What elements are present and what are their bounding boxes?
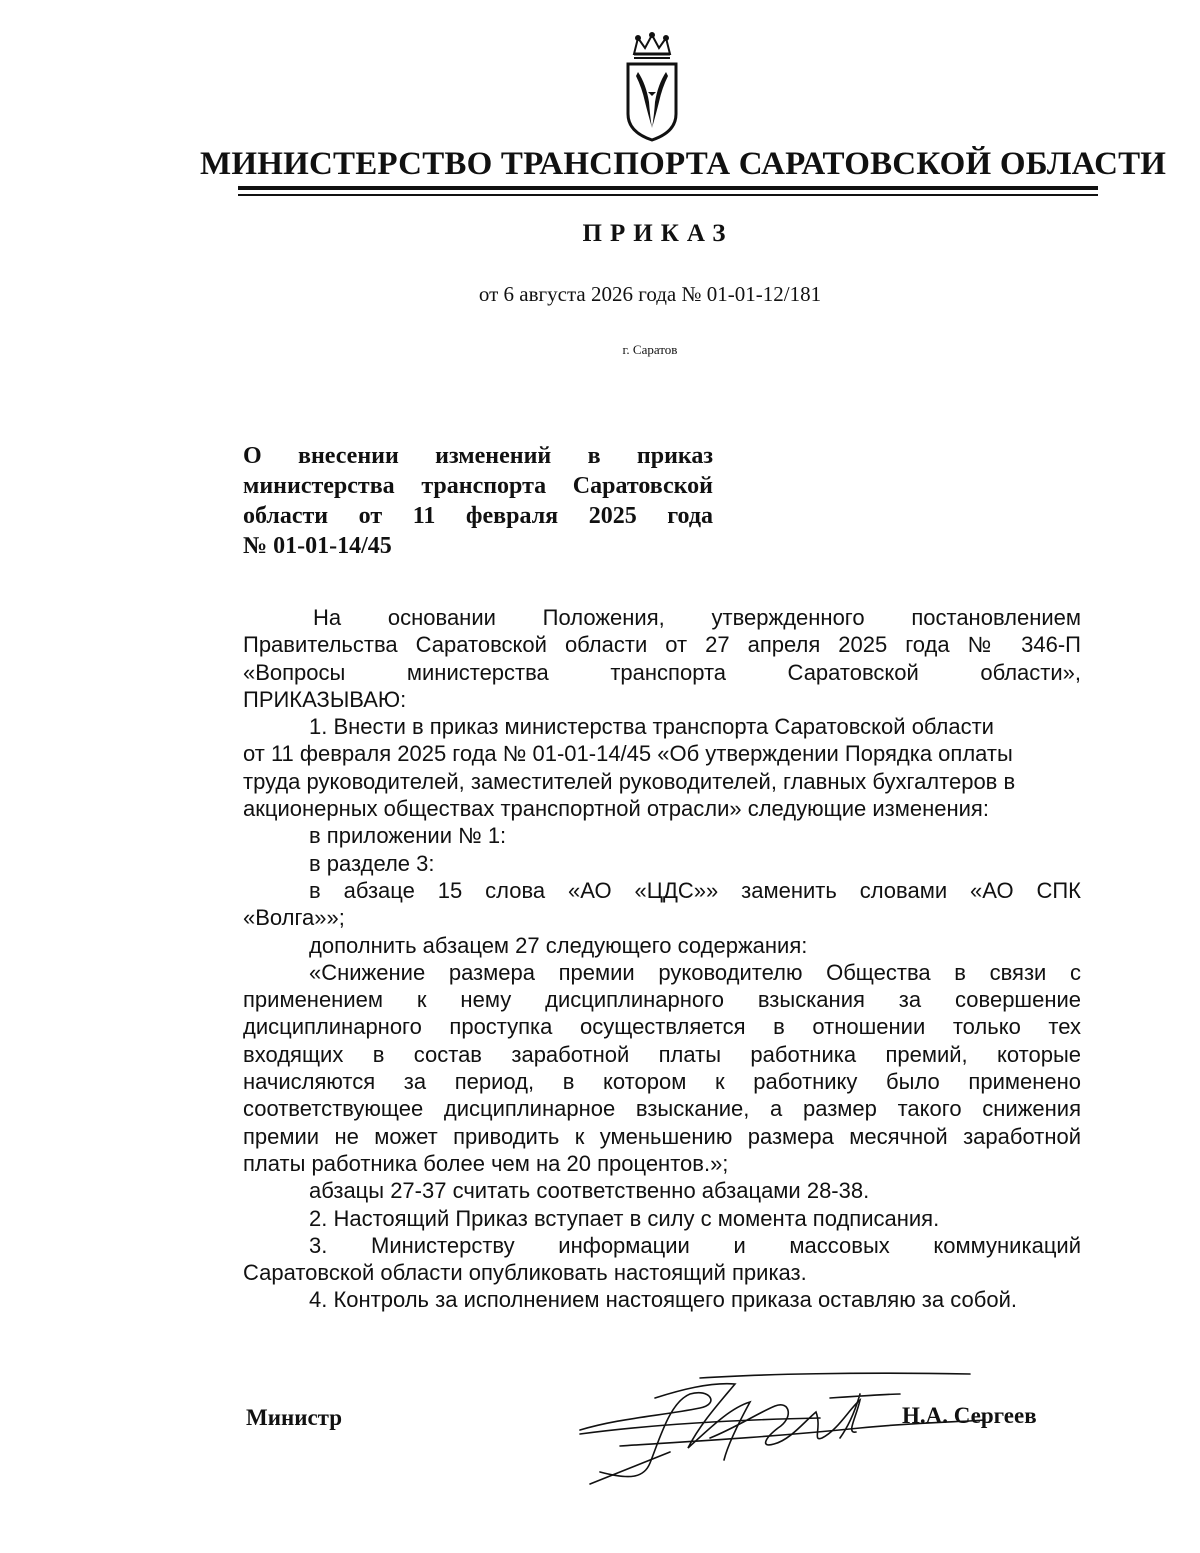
body-line: ПРИКАЗЫВАЮ:: [243, 686, 407, 712]
body-line: Саратовской области опубликовать настоящий приказ.: [243, 1260, 807, 1286]
body-line: дисциплинарного проступка осуществляется в отношении только тех: [243, 1014, 1081, 1040]
body-line: Правительства Саратовской области от 27 апреля 2025 года № 346-П: [243, 632, 1081, 658]
body-line: 3. Министерству информации и массовых коммуникаций: [309, 1232, 1081, 1258]
subject-line: области от 11 февраля 2025 года: [243, 503, 713, 529]
body-line: 2. Настоящий Приказ вступает в силу с момента подписания.: [309, 1205, 940, 1231]
subject-line: министерства транспорта Саратовской: [243, 473, 713, 499]
signatory-title: Министр: [246, 1405, 343, 1430]
order-date-number: от 6 августа 2026 года № 01-01-12/181: [478, 282, 822, 306]
city: г. Саратов: [622, 342, 678, 357]
body-line: дополнить абзацем 27 следующего содержания:: [309, 932, 808, 958]
saratov-coat-of-arms-icon: [612, 32, 692, 144]
subject-line: № 01-01-14/45: [243, 533, 392, 559]
order-subject: [243, 441, 713, 561]
body-line: акционерных обществах транспортной отрасли» следующие изменения:: [243, 796, 989, 822]
body-line: применением к нему дисциплинарного взыскания за совершение: [243, 987, 1081, 1013]
order-body: [243, 604, 1081, 1314]
body-line: премии не может приводить к уменьшению размера месячной заработной: [243, 1123, 1081, 1149]
body-line: соответствующее дисциплинарное взыскание, а размер такого снижения: [243, 1096, 1081, 1122]
body-line: в абзаце 15 слова «АО «ЦДС»» заменить словами «АО СПК: [309, 877, 1081, 903]
header-rule-thin: [238, 194, 1098, 196]
body-line: «Волга»»;: [243, 905, 345, 931]
ministry-title: МИНИСТЕРСТВО ТРАНСПОРТА САРАТОВСКОЙ ОБЛАСТИ: [200, 146, 1167, 182]
body-line: в разделе 3:: [309, 850, 435, 876]
body-line: «Снижение размера премии руководителю Общества в связи с: [309, 959, 1081, 985]
body-line: абзацы 27-37 считать соответственно абзацами 28-38.: [309, 1178, 870, 1204]
body-line: от 11 февраля 2025 года № 01-01-14/45 «Об утверждении Порядка оплаты: [243, 741, 1013, 767]
body-line: «Вопросы министерства транспорта Саратовской области»,: [243, 659, 1081, 685]
body-line: 4. Контроль за исполнением настоящего приказа оставляю за собой.: [309, 1287, 1017, 1313]
body-line: платы работника более чем на 20 процентов.»;: [243, 1150, 729, 1176]
subject-line: О внесении изменений в приказ: [243, 443, 713, 469]
body-line: начисляются за период, в котором к работнику было применено: [243, 1069, 1081, 1095]
body-line: На основании Положения, утвержденного постановлением: [313, 605, 1081, 630]
header-rule-thick: [238, 186, 1098, 190]
signatory-name: Н.А. Сергеев: [902, 1403, 1037, 1428]
document-type: ПРИКАЗ: [582, 220, 734, 247]
body-line: входящих в состав заработной платы работника премий, которые: [243, 1041, 1081, 1067]
body-line: в приложении № 1:: [309, 823, 507, 849]
body-line: труда руководителей, заместителей руководителей, главных бухгалтеров в: [243, 768, 1016, 794]
body-line: 1. Внести в приказ министерства транспорта Саратовской области: [309, 714, 994, 740]
